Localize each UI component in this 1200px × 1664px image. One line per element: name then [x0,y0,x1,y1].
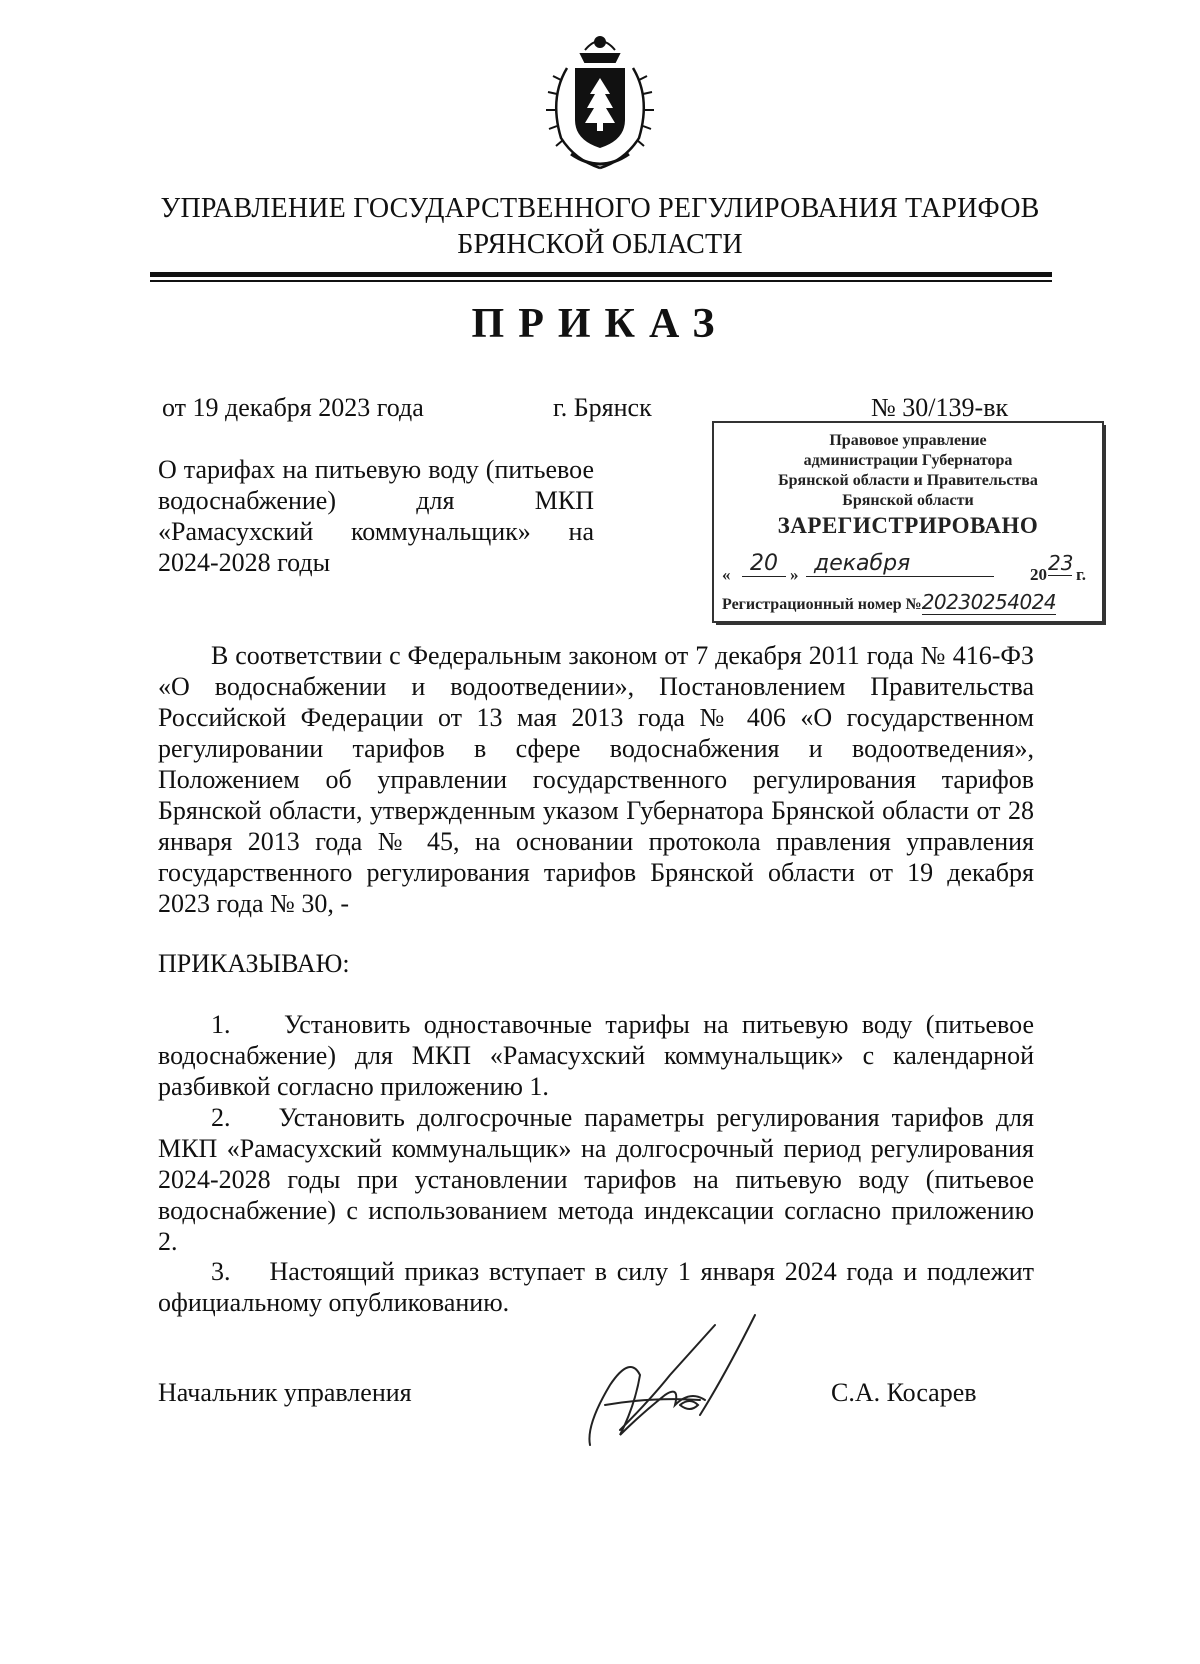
document-city: г. Брянск [553,393,652,422]
document-type-title: ПРИКАЗ [471,301,729,347]
order-word: ПРИКАЗЫВАЮ: [158,949,350,978]
stamp-organization [714,431,1102,511]
organization-title [100,191,1100,263]
document-date: от 19 декабря 2023 года [162,393,424,422]
stamp-org-line-1: Правовое управление [829,432,987,449]
stamp-year-unit: г. [1076,565,1087,584]
stamp-status: ЗАРЕГИСТРИРОВАНО [777,513,1039,538]
signatory-name: С.А. Косарев [831,1378,977,1407]
stamp-regnum-handwritten: 20230254024 [921,590,1057,614]
stamp-open-quote: « [722,565,731,584]
order-item-3: 3. Настоящий приказ вступает в силу 1 января 2024 года и подлежит официальному опубликованию. [158,1257,1041,1317]
coat-of-arms-emblem [535,28,665,178]
stamp-year-handwritten: 23 [1048,551,1074,575]
stamp-month-handwritten: декабря [806,551,994,577]
stamp-org-line-4: Брянской области [842,492,974,509]
registration-stamp [712,421,1104,623]
stamp-date-row [722,551,1094,587]
document-subject: О тарифах на питьевую воду (питьевое водоснабжение) для МКП «Рамасухский коммунальщик» на 2024-2028 годы [158,455,594,577]
stamp-close-quote: » [790,565,799,584]
stamp-regnum-label: Регистрационный номер № [722,596,922,613]
organization-title-line-1: УПРАВЛЕНИЕ ГОСУДАРСТВЕННОГО РЕГУЛИРОВАНИЯ ТАРИФОВ [160,193,1040,224]
handwritten-signature [580,1305,810,1455]
header-rule-thin [150,280,1052,282]
stamp-org-line-3: Брянской области и Правительства [778,472,1038,489]
order-item-2: 2. Установить долгосрочные параметры регулирования тарифов для МКП «Рамасухский коммунальщик» на долгосрочный период регулирования 2024-2028 годы при установлении тарифов на питьевую воду (питьевое водоснабжение) с использованием метода индексации согласно приложению 2. [158,1103,1041,1256]
stamp-year-prefix: 20 [1030,565,1047,584]
document-number: № 30/139-вк [871,393,1009,422]
stamp-org-line-2: администрации Губернатора [803,452,1013,469]
signatory-position: Начальник управления [158,1378,412,1407]
stamp-registration-number-row [722,590,1102,614]
stamp-day-handwritten: 20 [742,551,786,577]
header-rule-thick [150,272,1052,277]
order-item-1: 1. Установить одноставочные тарифы на питьевую воду (питьевое водоснабжение) для МКП «Рамасухский коммунальщик» с календарной разбивкой согласно приложению 1. [158,1010,1041,1101]
basis-paragraph: В соответствии с Федеральным законом от 7 декабря 2011 года № 416-ФЗ «О водоснабжении и водоотведении», Постановлением Правительства Российской Федерации от 13 мая 2013 года № 406 «О государственном регулировании тарифов в сфере водоснабжения и водоотведения», Положением об управлении государственного регулирования тарифов Брянской области, утвержденным указом Губернатора Брянской области от 28 января 2013 года № 45, на основании протокола правления управления государственного регулирования тарифов Брянской области от 19 декабря 2023 года № 30, - [158,641,1034,918]
organization-title-line-2: БРЯНСКОЙ ОБЛАСТИ [457,229,743,260]
